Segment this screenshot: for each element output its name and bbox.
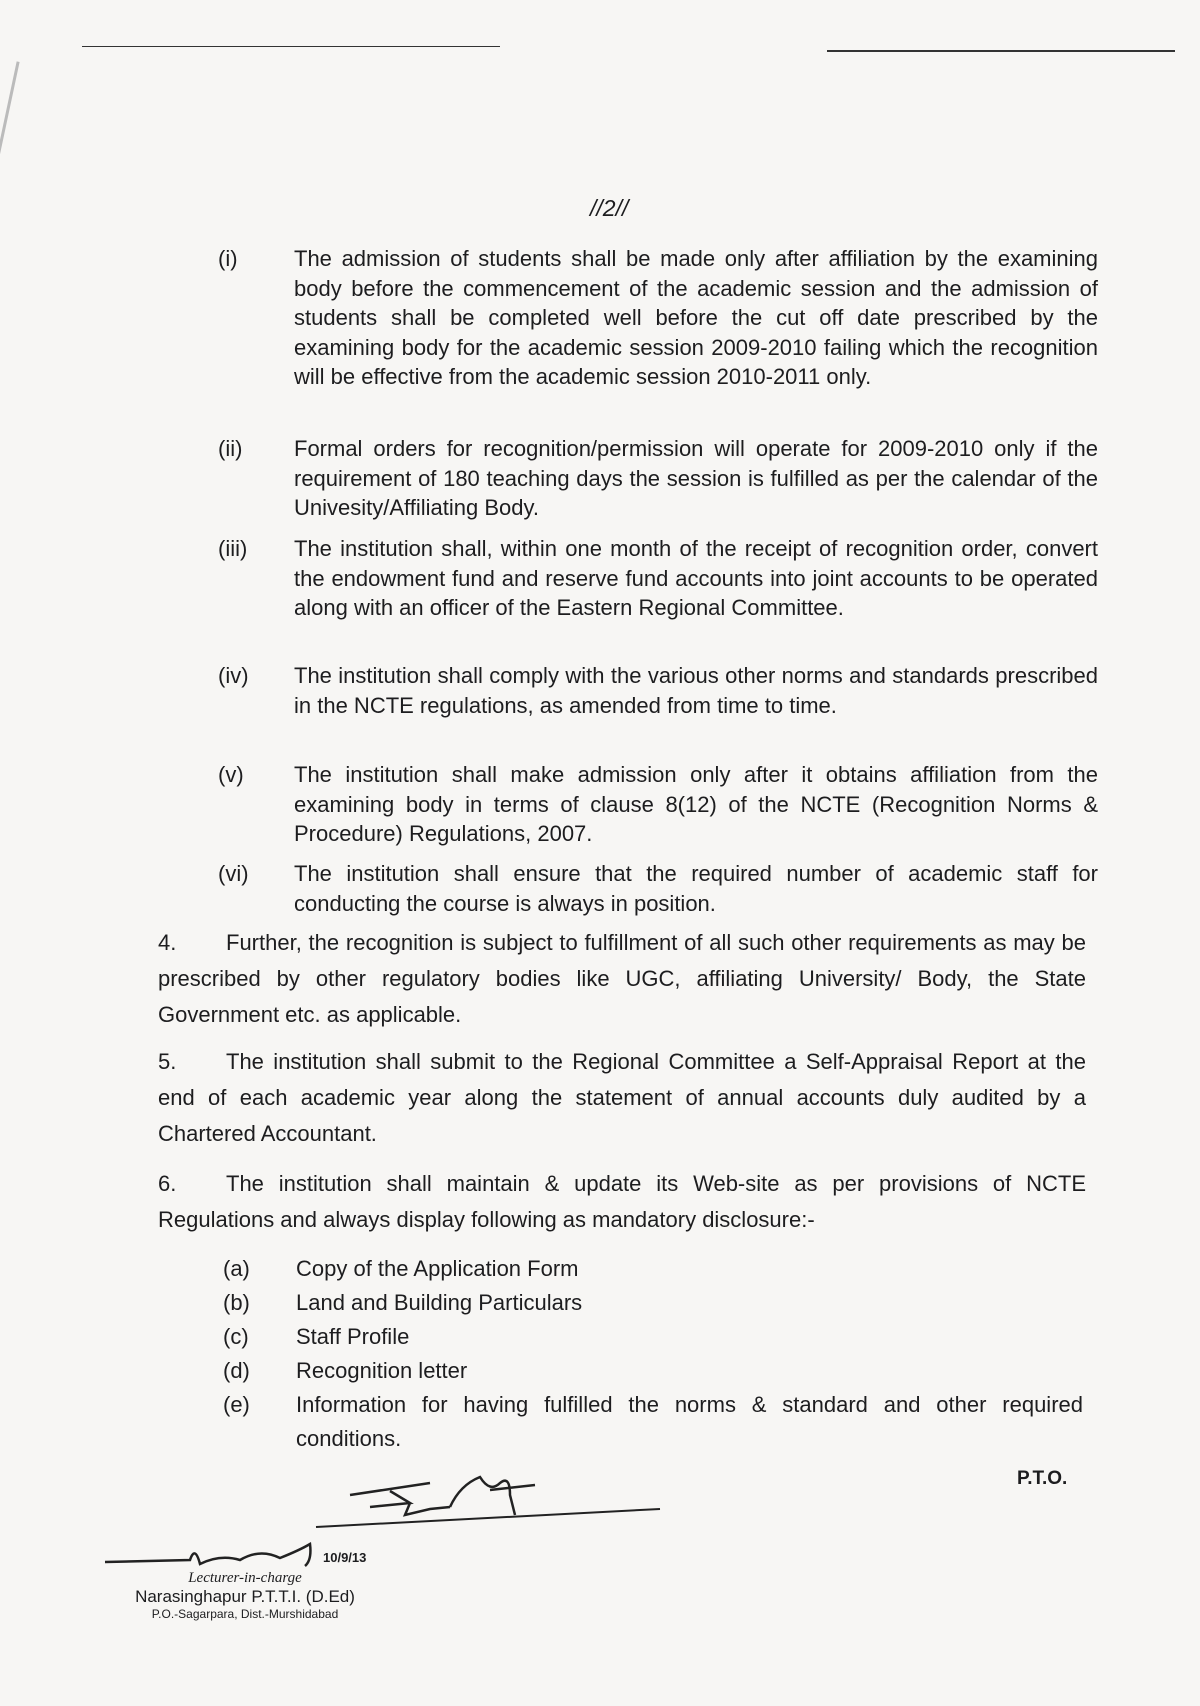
disclosure-label: (c) xyxy=(223,1324,249,1349)
disclosure-text: Land and Building Particulars xyxy=(296,1290,583,1315)
condition-item xyxy=(218,244,1098,392)
page-number: //2// xyxy=(590,195,629,221)
stamp-institution: Narasinghapur P.T.T.I. (D.Ed) xyxy=(135,1587,355,1606)
disclosure-item xyxy=(223,1320,1083,1354)
disclosure-label: (d) xyxy=(223,1358,250,1383)
paragraph-5 xyxy=(158,1044,1086,1152)
condition-text: The institution shall ensure that the required number of academic staff for conducting the course is always in position. xyxy=(294,861,1098,916)
paragraph-6 xyxy=(158,1166,1086,1238)
disclosure-item xyxy=(223,1286,1083,1320)
disclosure-text: Staff Profile xyxy=(296,1324,410,1349)
condition-label: (ii) xyxy=(218,436,243,461)
condition-label: (iii) xyxy=(218,536,248,561)
condition-text: The admission of students shall be made only after affiliation by the examining body before the commencement of the academic session and the admission of students shall be completed well before the cut off date prescribed by the examining body for the academic session 2009-2010 failing which the recognition will be effective from the academic session 2010-2011 only. xyxy=(294,246,1098,389)
signature-lecturer xyxy=(100,1540,330,1570)
paragraph-text: The institution shall maintain & update its Web-site as per provisions of NCTE Regulations and always display following as mandatory disclosure:- xyxy=(158,1171,1086,1232)
disclosure-label: (e) xyxy=(223,1392,250,1417)
condition-item xyxy=(218,760,1098,849)
condition-text: The institution shall make admission only after it obtains affiliation from the examining body in terms of clause 8(12) of the NCTE (Recognition Norms & Procedure) Regulations, 2007. xyxy=(294,762,1098,846)
disclosure-item xyxy=(223,1388,1083,1456)
stamp-title: Lecturer-in-charge xyxy=(188,1570,302,1586)
condition-text: The institution shall comply with the various other norms and standards prescribed in the NCTE regulations, as amended from time to time. xyxy=(294,663,1098,718)
disclosure-item xyxy=(223,1252,1083,1286)
condition-item xyxy=(218,434,1098,523)
paragraph-number: 5. xyxy=(158,1049,177,1074)
disclosure-text: Recognition letter xyxy=(296,1358,468,1383)
condition-text: Formal orders for recognition/permission will operate for 2009-2010 only if the requirement of 180 teaching days the session is fulfilled as per the calendar of the Univesity/Affiliating Body. xyxy=(294,436,1098,520)
disclosure-item xyxy=(223,1354,1083,1388)
signature-date: 10/9/13 xyxy=(323,1550,367,1565)
pto-label: P.T.O. xyxy=(1017,1468,1068,1489)
top-rule-left xyxy=(82,46,500,47)
top-rule-right xyxy=(827,50,1175,52)
condition-item xyxy=(218,534,1098,623)
disclosure-label: (a) xyxy=(223,1256,250,1281)
signature-main xyxy=(310,1465,670,1535)
institution-stamp xyxy=(95,1570,395,1621)
disclosure-text: Information for having fulfilled the norms & standard and other required conditions. xyxy=(296,1392,1083,1451)
paragraph-number: 6. xyxy=(158,1171,177,1196)
condition-item xyxy=(218,859,1098,918)
condition-label: (iv) xyxy=(218,663,249,688)
paragraph-text: Further, the recognition is subject to fulfillment of all such other requirements as may be prescribed by other regulatory bodies like UGC, affiliating University/ Body, the State Government etc. as applicable. xyxy=(158,930,1086,1027)
condition-label: (i) xyxy=(218,246,238,271)
paragraph-4 xyxy=(158,925,1086,1033)
condition-item xyxy=(218,661,1098,720)
condition-label: (v) xyxy=(218,762,244,787)
disclosure-label: (b) xyxy=(223,1290,250,1315)
condition-text: The institution shall, within one month of the receipt of recognition order, convert the endowment fund and reserve fund accounts into joint accounts to be operated along with an officer of the Eastern Regional Committee. xyxy=(294,536,1098,620)
disclosure-text: Copy of the Application Form xyxy=(296,1256,579,1281)
page-edge-mark xyxy=(0,61,20,218)
condition-label: (vi) xyxy=(218,861,249,886)
paragraph-text: The institution shall submit to the Regional Committee a Self-Appraisal Report at the end of each academic year along the statement of annual accounts duly audited by a Chartered Accountant. xyxy=(158,1049,1086,1146)
stamp-address: P.O.-Sagarpara, Dist.-Murshidabad xyxy=(151,1607,339,1621)
paragraph-number: 4. xyxy=(158,930,177,955)
